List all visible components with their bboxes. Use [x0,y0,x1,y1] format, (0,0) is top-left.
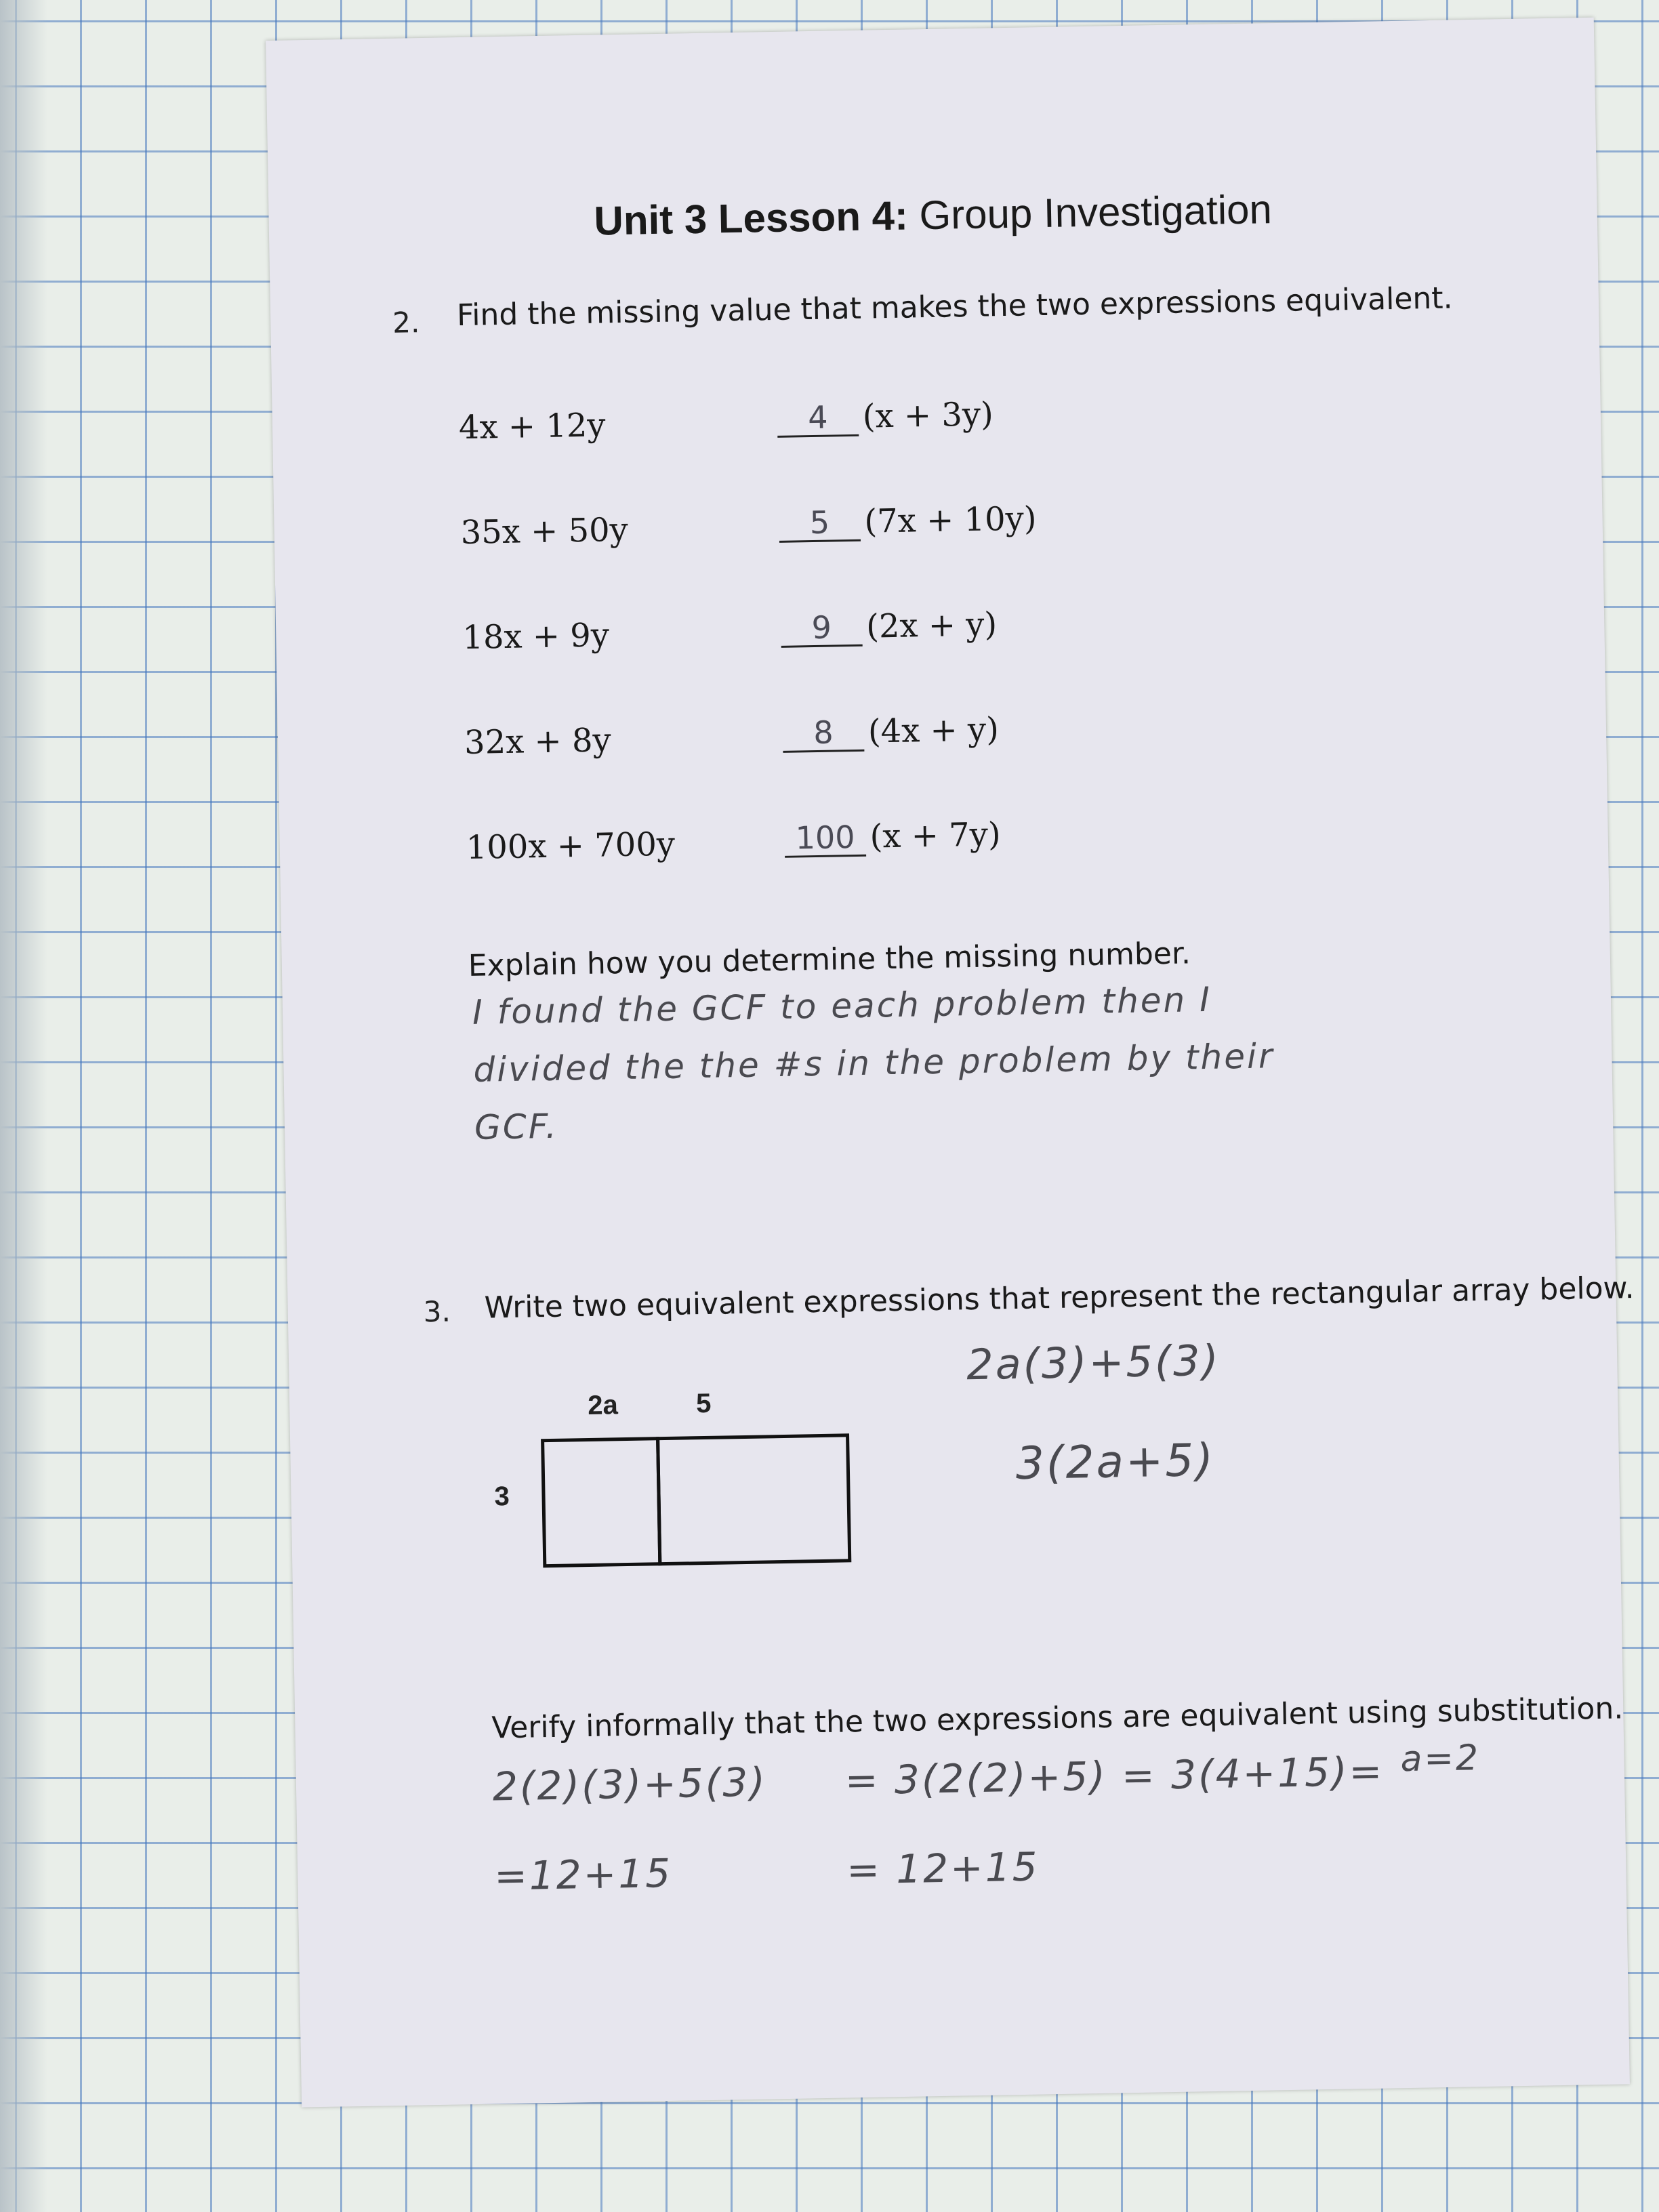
question-2-prompt: Find the missing value that makes the two expressions equivalent. [456,281,1453,333]
handwritten-verify-left-1: 2(2)(3)+5(3) [492,1759,768,1810]
array-width-label-2a: 2a [587,1390,619,1421]
answer-blank: 5 [779,504,861,543]
handwritten-verify-left-2: =12+15 [493,1849,673,1900]
expression-left: 35x + 50y [460,510,629,552]
verify-prompt: Verify informally that the two expressions are equivalent using substitution. [491,1691,1624,1746]
answer-blank: 100 [784,819,866,858]
answer-blank: 4 [777,399,859,438]
array-cell-2a [541,1437,661,1568]
handwritten-explanation-line: GCF. [474,1106,559,1147]
array-width-label-5: 5 [695,1388,712,1419]
expression-left: 100x + 700y [466,825,676,867]
expression-right: 8 (4x + y) [782,710,999,753]
question-3-prompt: Write two equivalent expressions that represent the rectangular array below. [484,1271,1635,1326]
expression-right: 9 (2x + y) [781,605,998,648]
array-height-label-3: 3 [494,1481,510,1512]
expression-left: 4x + 12y [458,406,607,447]
worksheet [266,18,1635,2108]
expression-left: 32x + 8y [464,721,612,762]
question-2-number: 2. [392,306,420,340]
handwritten-substitution: a=2 [1399,1738,1481,1780]
handwritten-verify-right-1: = 3(2(2)+5) = 3(4+15)= [844,1748,1385,1804]
expression-right: 100 (x + 7y) [784,815,1001,858]
handwritten-expression-2: 3(2a+5) [1015,1433,1216,1490]
answer-blank: 9 [781,609,863,648]
array-cell-5 [656,1433,851,1565]
expression-right: 5 (7x + 10y) [779,499,1037,543]
handwritten-explanation-line: divided the the #s in the problem by their [473,1036,1275,1090]
handwritten-explanation-line: I found the GCF to each problem then I [472,979,1212,1032]
question-3-number: 3. [423,1294,451,1329]
explain-prompt: Explain how you determine the missing number. [468,936,1191,983]
expression-right: 4 (x + 3y) [777,395,994,438]
worksheet-title: Unit 3 Lesson 4: Group Investigation [593,186,1273,244]
expression-left: 18x + 9y [462,616,610,657]
answer-blank: 8 [782,714,864,753]
handwritten-expression-1: 2a(3)+5(3) [966,1335,1221,1390]
handwritten-verify-right-2: = 12+15 [846,1843,1040,1893]
notebook-spine-shadow [0,0,47,2212]
